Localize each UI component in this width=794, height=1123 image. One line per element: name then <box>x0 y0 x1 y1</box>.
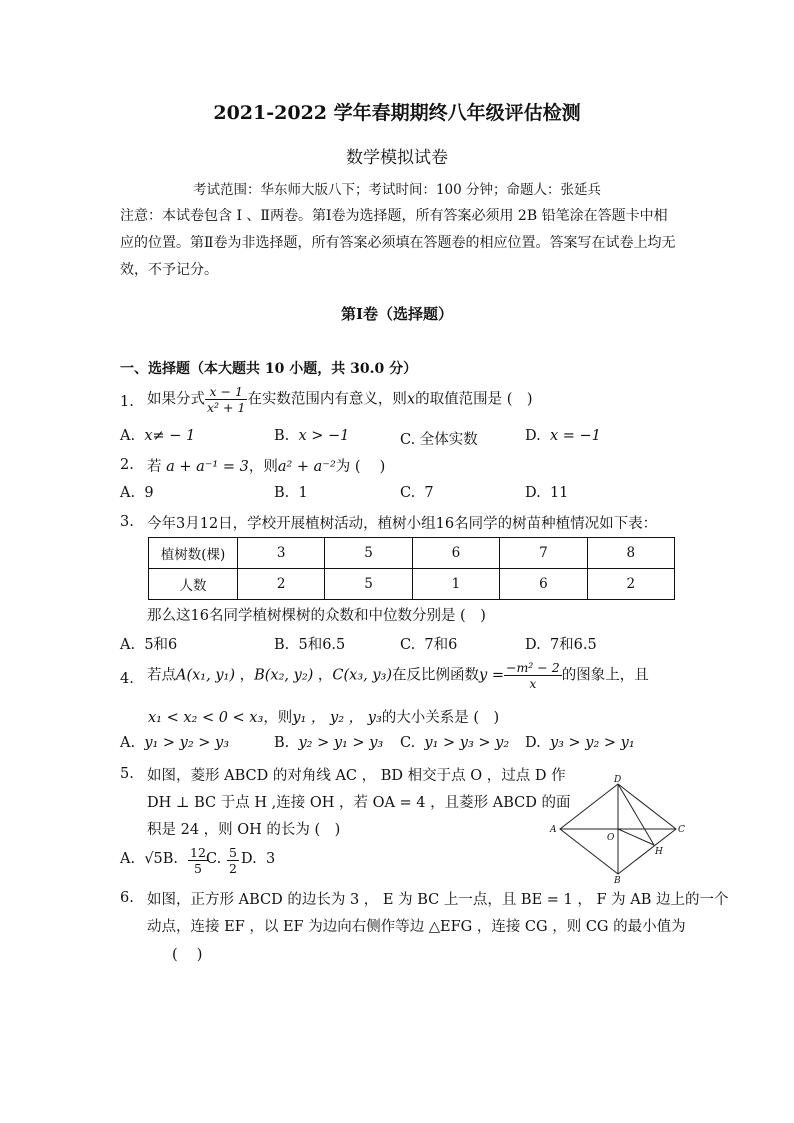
table-cell: 1 <box>412 569 499 600</box>
q1-post: 的取值范围是 ( ) <box>415 391 533 408</box>
label-o: O <box>607 833 615 843</box>
q1-option-b[interactable]: B. x > −1 <box>274 428 350 444</box>
q5-option-c-frac[interactable]: $\frac{5}{2}$ <box>229 845 237 876</box>
q5-option-c[interactable]: C. <box>206 851 222 867</box>
table-cell: 7 <box>500 538 587 569</box>
segment-oh <box>618 829 654 845</box>
q2-stem: 若 a + a⁻¹ = 3，则a² + a⁻²为 ( ) <box>147 459 386 475</box>
q2-number: 2. <box>120 457 134 473</box>
q3-stem: 今年3月12日，学校开展植树活动，植树小组16名同学的树苗种植情况如下表： <box>147 516 658 532</box>
table-cell: 2 <box>587 569 674 600</box>
label-a: A <box>550 825 557 835</box>
q2-option-a[interactable]: A. 9 <box>120 485 154 501</box>
q1-mid: 在实数范围内有意义，则 <box>247 391 407 408</box>
q5-option-d[interactable]: D. 3 <box>241 851 276 867</box>
q1-option-c[interactable]: C. 全体实数 <box>400 432 478 448</box>
q1-var: x <box>406 391 416 408</box>
table-cell: 3 <box>238 538 325 569</box>
q1-frac-num: x − 1 <box>205 384 247 400</box>
q6-line3: ( ) <box>172 947 203 963</box>
q5-option-a[interactable]: A. √5B. <box>120 851 179 867</box>
q2-expr1: a + a⁻¹ = 3 <box>166 459 249 475</box>
table-row <box>149 569 675 600</box>
q1-stem <box>147 384 533 415</box>
q5-option-b-frac[interactable]: $\frac{12}{5}$ <box>190 845 206 876</box>
q1-option-a[interactable]: A. x≠ − 1 <box>120 428 196 444</box>
section-title: 第Ⅰ卷（选择题） <box>340 305 454 323</box>
q4-fraction: $\frac{\text{−m² − 2}}{x}$ <box>505 660 560 691</box>
exam-info: 考试范围：华东师大版八下；考试时间：100 分钟；命题人：张延兵 <box>192 182 602 198</box>
q3-option-d[interactable]: D. 7和6.5 <box>525 637 597 653</box>
q4-option-c[interactable]: C. y₁ > y₃ > y₂ <box>400 735 510 751</box>
label-b: B <box>614 876 621 884</box>
q3-after: 那么这16名同学植树棵树的众数和中位数分别是 ( ) <box>147 608 486 624</box>
q4-option-b[interactable]: B. y₂ > y₁ > y₃ <box>274 735 384 751</box>
q3-option-b[interactable]: B. 5和6.5 <box>274 637 346 653</box>
table-cell: 5 <box>325 538 412 569</box>
q4-option-a[interactable]: A. y₁ > y₂ > y₃ <box>120 735 230 751</box>
exam-notice: 注意：本试卷包含 Ⅰ 、Ⅱ两卷。第Ⅰ卷为选择题，所有答案必须用 2B 铅笔涂在答题卡中相应的位置。第Ⅱ卷为非选择题，所有答案必须填在答题卷的相应位置。答案写在试卷上均无效，不予记分。 <box>120 208 676 278</box>
tree-planting-table <box>148 537 675 600</box>
q2-option-d[interactable]: D. 11 <box>525 485 569 501</box>
segment-dh <box>618 784 654 845</box>
q3-number: 3. <box>120 514 134 530</box>
table-cell: 人数 <box>149 569 238 600</box>
table-cell: 5 <box>325 569 412 600</box>
exam-subtitle: 数学模拟试卷 <box>346 148 448 168</box>
q2-option-b[interactable]: B. 1 <box>274 485 308 501</box>
q3-option-a[interactable]: A. 5和6 <box>120 637 178 653</box>
q4-option-d[interactable]: D. y₃ > y₂ > y₁ <box>525 735 635 751</box>
q3-option-c[interactable]: C. 7和6 <box>400 637 458 653</box>
table-cell: 6 <box>412 538 499 569</box>
q4-stem: 若点A(x₁, y₁) ，B(x₂, y₂) ，C(x₃, y₃)在反比例函数y = $\frac{\text{−m² − 2}}{x}$ 的图象上，且 <box>147 660 649 691</box>
table-row <box>149 538 675 569</box>
table-cell: 2 <box>238 569 325 600</box>
q6-line1: 如图，正方形 ABCD 的边长为 3 ， E 为 BC 上一点，且 BE = 1 ， F 为 AB 边上的一个 <box>147 892 729 908</box>
q2-option-c[interactable]: C. 7 <box>400 485 434 501</box>
label-c: C <box>678 825 685 835</box>
table-cell: 6 <box>500 569 587 600</box>
q4-line2: x₁ < x₂ < 0 < x₃，则y₁ ， y₂ ， y₃的大小关系是 ( ) <box>148 710 500 726</box>
rhombus-figure <box>546 774 696 884</box>
table-cell: 植树数(棵) <box>149 538 238 569</box>
table-cell: 8 <box>587 538 674 569</box>
label-d: D <box>614 775 622 785</box>
part-title: 一、选择题（本大题共 10 小题，共 30.0 分） <box>120 361 418 377</box>
q1-number: 1. <box>120 394 134 410</box>
exam-title: 2021-2022 学年春期期终八年级评估检测 <box>213 102 581 124</box>
q6-line2: 动点，连接 EF ，以 EF 为边向右侧作等边 △EFG ，连接 CG ，则 CG 的最小值为 <box>147 919 686 935</box>
label-h: H <box>655 847 663 857</box>
q5-line1: 如图，菱形 ABCD 的对角线 AC ， BD 相交于点 O ，过点 D 作 <box>147 768 566 784</box>
q1-frac-den: x² + 1 <box>207 400 246 415</box>
q4-number: 4. <box>120 671 134 687</box>
q6-number: 6. <box>120 890 134 906</box>
q1-fraction <box>205 384 247 415</box>
q5-number: 5. <box>120 766 134 782</box>
q1-pre: 如果分式 <box>147 391 205 408</box>
q5-line2: DH ⊥ BC 于点 H ,连接 OH ，若 OA = 4 ，且菱形 ABCD 的面 <box>147 795 571 811</box>
q1-option-d[interactable]: D. x = −1 <box>525 428 601 444</box>
q2-expr2: a² + a⁻² <box>277 459 336 475</box>
q5-line3: 积是 24 ，则 OH 的长为 ( ) <box>147 822 341 838</box>
